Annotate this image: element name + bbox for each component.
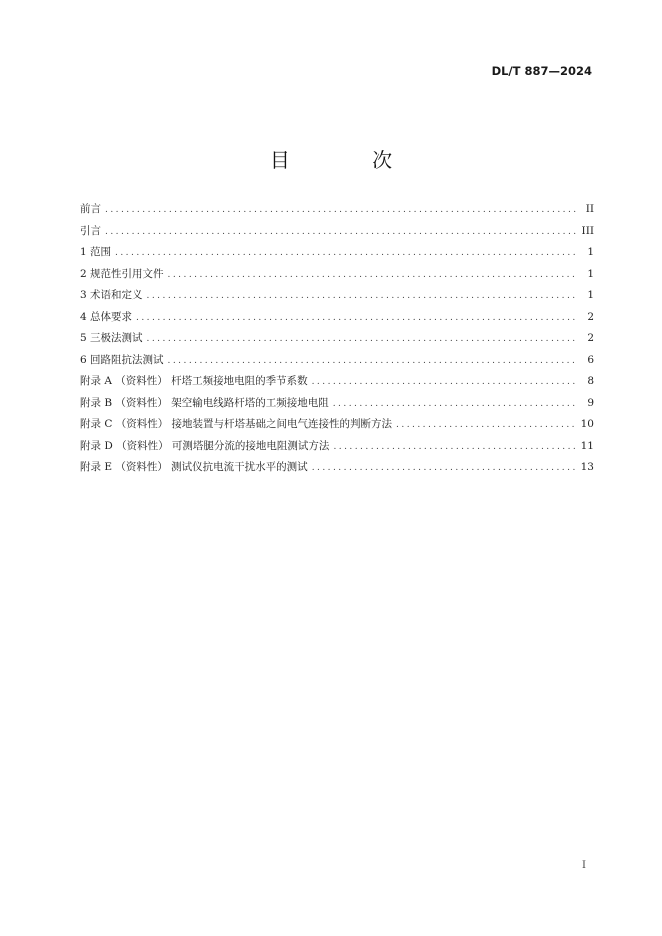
toc-entry-appendix-a[interactable] (80, 371, 594, 393)
toc-entry-page: 10 (580, 418, 594, 430)
toc-entry-label: 前言 (80, 203, 101, 215)
toc-entry-introduction[interactable] (80, 221, 594, 243)
toc-entry-foreword[interactable] (80, 199, 594, 221)
toc-entry-label: 附录 C （资料性） 接地装置与杆塔基础之间电气连接性的判断方法 (80, 418, 393, 430)
toc-leader-dots (115, 243, 578, 265)
toc-entry-page: II (585, 203, 594, 215)
toc-entry-page: 6 (587, 353, 594, 366)
toc-leader-dots (312, 458, 577, 480)
toc-entry-loop-impedance-test[interactable] (80, 350, 594, 372)
toc-entry-label: 5 三极法测试 (80, 332, 143, 344)
table-of-contents (80, 199, 594, 479)
toc-entry-appendix-c[interactable] (80, 414, 594, 436)
toc-entry-page: 9 (587, 396, 594, 409)
toc-entry-label: 6 回路阻抗法测试 (80, 353, 164, 366)
toc-leader-dots (396, 415, 577, 437)
toc-leader-dots (333, 394, 578, 416)
toc-entry-label: 4 总体要求 (80, 310, 133, 323)
toc-entry-label: 附录 A （资料性） 杆塔工频接地电阻的季节系数 (80, 375, 308, 387)
toc-entry-page: 1 (587, 267, 594, 280)
toc-leader-dots (168, 351, 578, 373)
toc-entry-label: 3 术语和定义 (80, 289, 143, 301)
toc-entry-general-requirements[interactable] (80, 307, 594, 329)
toc-entry-page: 1 (587, 289, 594, 301)
toc-leader-dots (168, 265, 578, 287)
toc-entry-page: III (581, 224, 594, 237)
toc-entry-scope[interactable] (80, 242, 594, 264)
toc-entry-normative-references[interactable] (80, 264, 594, 286)
toc-entry-label: 附录 D （资料性） 可测塔腿分流的接地电阻测试方法 (80, 439, 330, 452)
standard-code: DL/T 887—2024 (491, 64, 592, 78)
page-number: I (582, 860, 586, 871)
toc-entry-appendix-b[interactable] (80, 393, 594, 415)
toc-entry-page: 1 (587, 246, 594, 258)
toc-entry-page: 13 (580, 461, 594, 473)
toc-leader-dots (333, 437, 576, 459)
toc-leader-dots (312, 372, 578, 394)
toc-leader-dots (136, 308, 578, 330)
toc-entry-label: 附录 E （资料性） 测试仪抗电流干扰水平的测试 (80, 461, 308, 473)
toc-entry-label: 附录 B （资料性） 架空输电线路杆塔的工频接地电阻 (80, 396, 329, 409)
toc-entry-label: 引言 (80, 224, 101, 237)
toc-entry-page: 11 (580, 439, 594, 452)
toc-entry-page: 2 (587, 310, 594, 323)
toc-entry-appendix-e[interactable] (80, 457, 594, 479)
toc-entry-appendix-d[interactable] (80, 436, 594, 458)
toc-entry-page: 8 (587, 375, 594, 387)
toc-entry-three-pole-test[interactable] (80, 328, 594, 350)
toc-leader-dots (147, 286, 578, 308)
toc-leader-dots (105, 200, 578, 222)
toc-leader-dots (147, 329, 578, 351)
toc-entry-label: 1 范围 (80, 246, 112, 258)
toc-title: 目 次 (269, 148, 431, 172)
toc-entry-terms-definitions[interactable] (80, 285, 594, 307)
toc-entry-page: 2 (587, 332, 594, 344)
toc-entry-label: 2 规范性引用文件 (80, 267, 164, 280)
toc-leader-dots (105, 222, 578, 244)
